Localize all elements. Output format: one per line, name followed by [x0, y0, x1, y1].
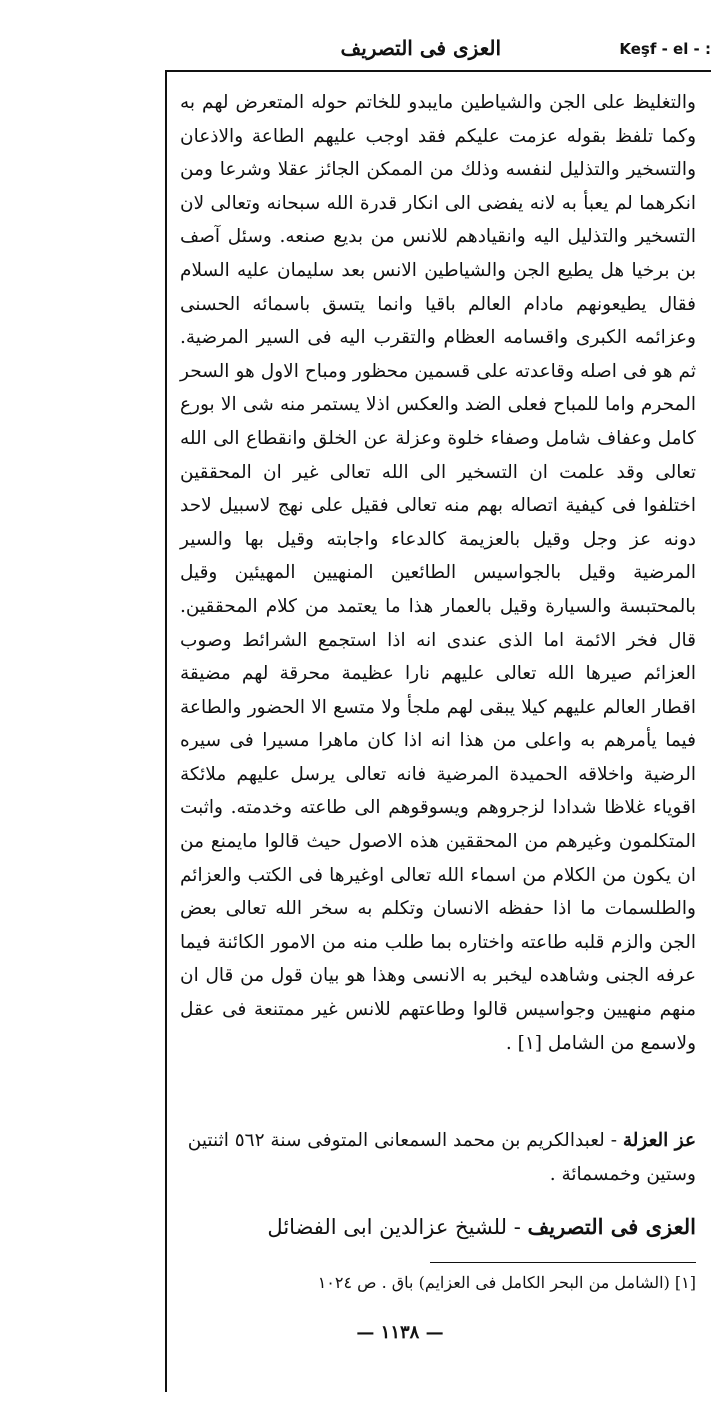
entry-text: - لعبدالكريم بن محمد السمعانى المتوفى سنة ٥٦٢ اثنتين وستين وخمسمائة . [187, 1130, 696, 1185]
running-title: العزى فى التصريف [340, 36, 501, 60]
body-paragraph: والتغليظ على الجن والشياطين مايبدو للخاتم حوله المتعرض لهم به وكما تلفظ بقوله عزمت عليكم فقد اوجب عليهم الطاعة والاذعان والتسخير والتذليل لنفسه وذلك من الممكن الجائز عقلا وشرعا ومن انكرهما لم يعبأ به لانه يفضى الى انكار قدرة الله سبحانه وتعالى لان التسخير والتذليل اليه وانقيادهم للانس من بديع صنعه. وسئل آصف بن برخيا هل يطيع الجن والشياطين الانس بعد سليمان عليه السلام فقال يطيعونهم مادام العالم باقيا وانما يتسق باسمائه الحسنى وعزائمه الكبرى واقسامه العظام والتقرب اليه فى السير المرضية. ثم هو فى اصله وقاعدته على قسمين محظور ومباح الاول هو السحر المحرم واما للمباح فعلى الضد والعكس اذلا يستمر منه شى الا بورع كامل وعفاف شامل وصفاء خلوة وعزلة عن الخلق وانقطاع الى الله تعالى وقد علمت ان التسخير الى الله تعالى غير ان المحققين اختلفوا فى كيفية اتصاله بهم منه تعالى فقيل على نهج لاسبيل لاحد دونه عز وجل وقيل بالعزيمة كالدعاء واجابته وقيل بها والسير المرضية وقيل بالجواسيس الطائعين المنهيين المهيئين وقيل بالمحتبسة والسيارة وقيل بالعمار هذا ما يعتمد من كلام المحققين. قال فخر الائمة اما الذى عندى انه اذا استجمع الشرائط وصوب العزائم صيرها الله تعالى عليهم نارا عظيمة محرقة لهم مضيقة اقطار العالم عليهم كيلا يبقى لهم ملجأ ولا متسع الا الحضور والطاعة فيما يأمرهم به واعلى من هذا انه اذا كان ماهرا مسيرا فى سيره الرضية واخلاقه الحميدة المرضية فانه تعالى يرسل عليهم ملائكة اقوياء غلاظا شدادا لزجروهم ويسوقوهم الى طاعته وخدمته. واثبت المتكلمون وغيرهم من المحققين هذه الاصول حيث قالوا مايمنع من ان يكون من الكلام من اسماء الله تعالى اوغيرها فى الكتب والعزائم والطلسمات ما اذا حفظه الانسان وتكلم به سخر الله تعالى بعض الجن والزم قلبه طاعته واختاره بما طلب منه من الامور الكائنة فيما عرفه الجنى وشاهده ليخبر به الانسى وهذا هو بيان قول من قال ان منهم منهيين وجواسيس قالوا وطاعتهم للانس غير ممتنعة فى عقل ولاسمع من الشامل [١] . [180, 92, 696, 1054]
header-rule [165, 70, 711, 72]
entry-azl [180, 1124, 696, 1191]
entry-heading: العزى فى التصريف [527, 1214, 696, 1239]
footnote: [١] (الشامل من البحر الكامل فى العزايم) باق . ص ١٠٢٤ [317, 1273, 696, 1292]
entry-text: - للشيخ عزالدين ابى الفضائل [267, 1215, 528, 1239]
page-number: — ١١٣٨ — [356, 1322, 444, 1343]
entry-heading: عز العزلة [622, 1130, 696, 1151]
footnote-rule [430, 1262, 696, 1263]
running-latin-fragment: Keşf - el - : [619, 40, 711, 58]
running-header [165, 34, 711, 74]
column-rule [165, 70, 167, 1392]
entry-izzi [180, 1210, 696, 1245]
